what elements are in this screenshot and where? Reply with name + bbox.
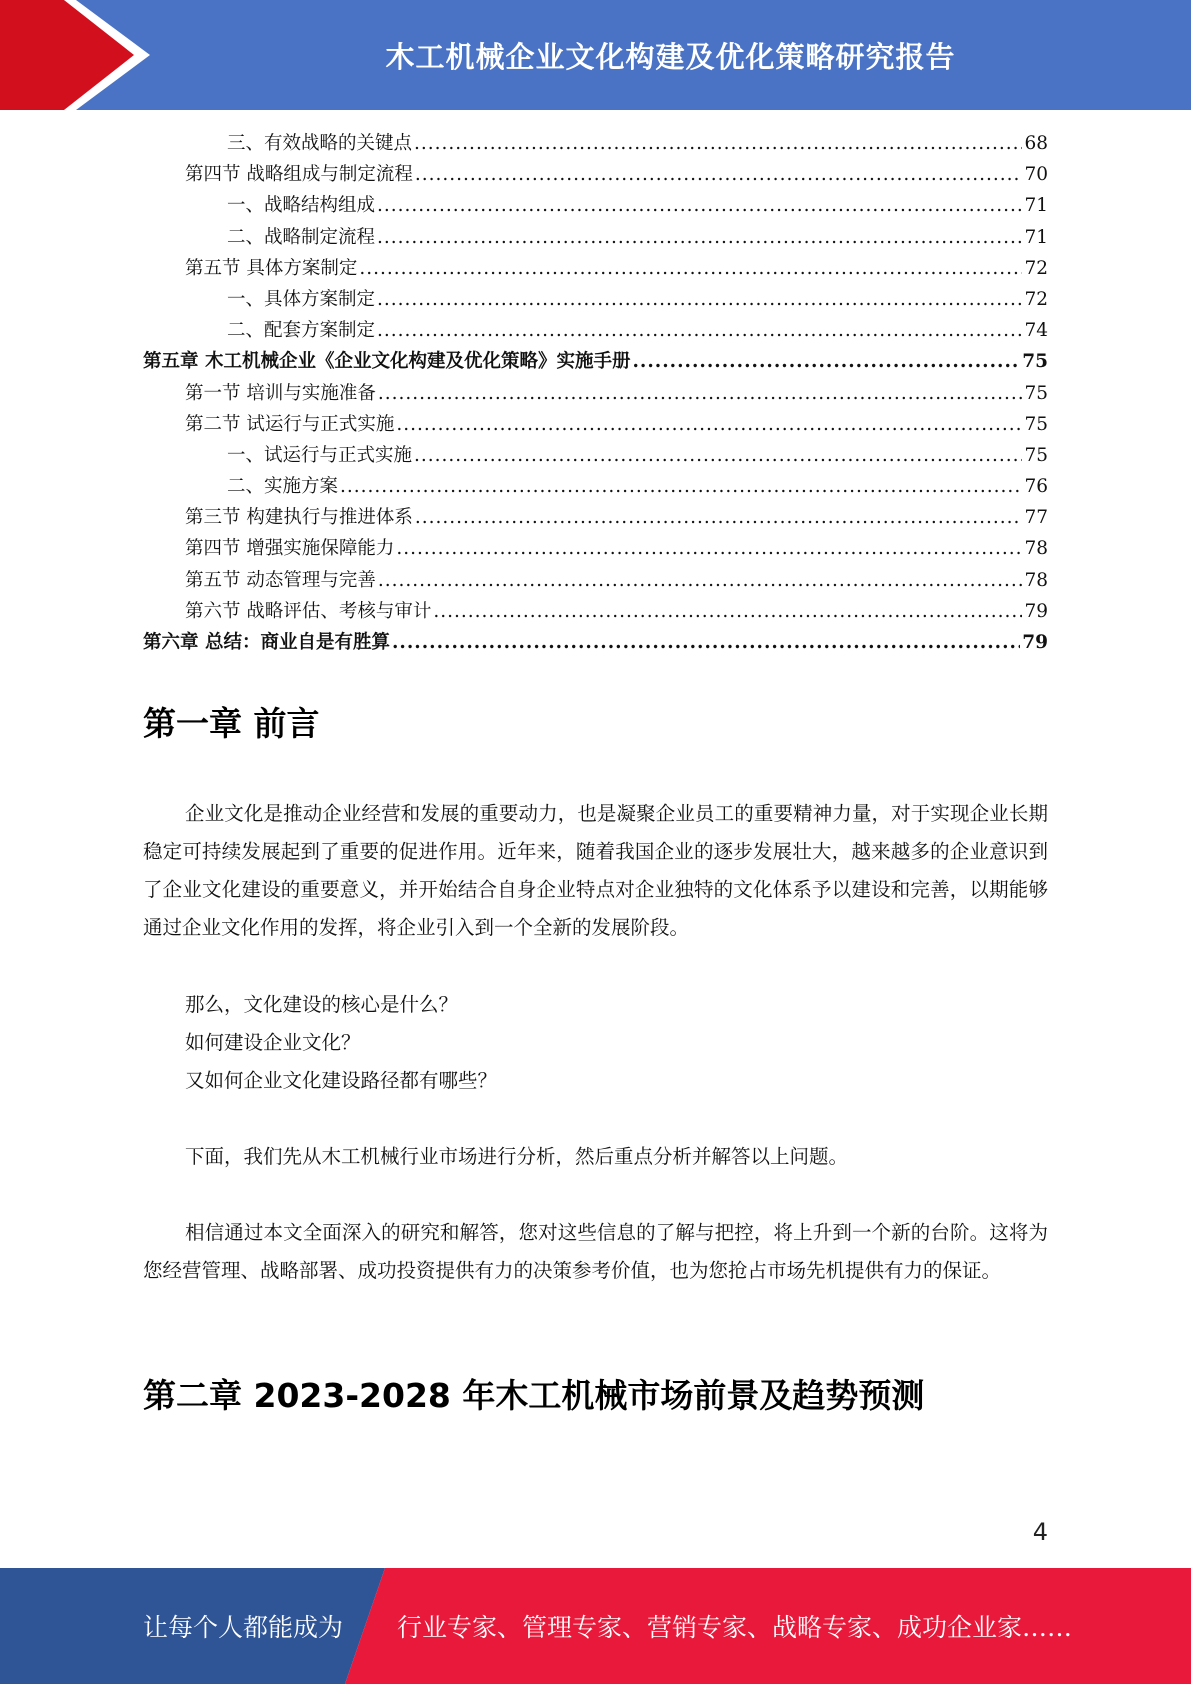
body-paragraph: 下面，我们先从木工机械行业市场进行分析，然后重点分析并解答以上问题。 (185, 1145, 849, 1168)
toc-entry[interactable] (143, 596, 1048, 627)
toc-dot-leader (377, 222, 1022, 253)
toc-entry[interactable] (143, 315, 1048, 346)
report-title: 木工机械企业文化构建及优化策略研究报告 (385, 39, 956, 74)
toc-dot-leader (396, 533, 1022, 564)
toc-entry-label: 第四节 战略组成与制定流程 (185, 164, 413, 186)
toc-entry-label: 二、配套方案制定 (227, 320, 376, 342)
toc-entry-label: 第六节 战略评估、考核与审计 (185, 600, 432, 622)
chapter-heading-market-outlook: 第二章 2023-2028 年木工机械市场前景及趋势预测 (143, 1376, 925, 1415)
toc-entry-label: 第三节 构建执行与推进体系 (185, 507, 413, 529)
toc-dot-leader (359, 253, 1022, 284)
toc-entry-page: 78 (1024, 538, 1048, 560)
toc-entry-label: 二、实施方案 (227, 476, 339, 498)
toc-entry-label: 一、试运行与正式实施 (227, 444, 413, 466)
question-line: 那么，文化建设的核心是什么？ (185, 993, 459, 1016)
toc-dot-leader (433, 596, 1022, 627)
toc-entry[interactable] (143, 409, 1048, 440)
toc-entry-label: 第五章 木工机械企业《企业文化构建及优化策略》实施手册 (143, 351, 631, 373)
toc-entry-label: 第四节 增强实施保障能力 (185, 538, 395, 560)
toc-entry[interactable] (143, 627, 1048, 658)
toc-entry-label: 一、具体方案制定 (227, 288, 376, 310)
toc-dot-leader (414, 128, 1022, 159)
toc-entry-page: 72 (1024, 288, 1048, 310)
footer-slogan-left: 让每个人都能成为 (143, 1613, 344, 1642)
footer-slogan-right: 行业专家、管理专家、营销专家、战略专家、成功企业家…… (397, 1613, 1073, 1642)
toc-entry[interactable] (143, 565, 1048, 596)
toc-entry-page: 79 (1022, 632, 1048, 653)
toc-entry-label: 第五节 动态管理与完善 (185, 569, 376, 591)
toc-dot-leader (392, 627, 1020, 658)
page-footer (0, 1568, 1191, 1684)
toc-entry[interactable] (143, 128, 1048, 159)
toc-entry-page: 75 (1024, 444, 1048, 466)
toc-entry[interactable] (143, 346, 1048, 377)
toc-entry-page: 77 (1024, 507, 1048, 529)
page-number: 4 (1032, 1518, 1048, 1546)
toc-entry-page: 70 (1024, 164, 1048, 186)
toc-entry-page: 75 (1024, 413, 1048, 435)
body-paragraph: 相信通过本文全面深入的研究和解答，您对这些信息的了解与把控，将上升到一个新的台阶。这将为您经营管理、战略部署、成功投资提供有力的决策参考价值，也为您抢占市场先机提供有力的保证。 (143, 1221, 1048, 1282)
toc-entry-label: 第五节 具体方案制定 (185, 257, 358, 279)
toc-dot-leader (377, 315, 1022, 346)
toc-entry[interactable] (143, 159, 1048, 190)
toc-entry-page: 79 (1024, 600, 1048, 622)
toc-entry[interactable] (143, 284, 1048, 315)
toc-entry-page: 76 (1024, 476, 1048, 498)
page-header (0, 0, 1191, 110)
toc-dot-leader (377, 190, 1022, 221)
toc-dot-leader (632, 346, 1020, 377)
toc-dot-leader (378, 565, 1023, 596)
toc-dot-leader (378, 378, 1023, 409)
toc-dot-leader (377, 284, 1022, 315)
question-line: 如何建设企业文化？ (185, 1031, 361, 1054)
toc-entry-label: 第二节 试运行与正式实施 (185, 413, 395, 435)
toc-entry-label: 一、战略结构组成 (227, 195, 376, 217)
red-chevron-decoration (0, 0, 160, 110)
toc-entry[interactable] (143, 378, 1048, 409)
toc-entry[interactable] (143, 190, 1048, 221)
toc-entry-page: 71 (1024, 226, 1048, 248)
toc-entry-page: 72 (1024, 257, 1048, 279)
toc-dot-leader (414, 440, 1022, 471)
chapter-heading-preface: 第一章 前言 (143, 704, 320, 743)
toc-entry-label: 二、战略制定流程 (227, 226, 376, 248)
toc-entry[interactable] (143, 502, 1048, 533)
toc-dot-leader (415, 159, 1023, 190)
body-paragraph: 企业文化是推动企业经营和发展的重要动力，也是凝聚企业员工的重要精神力量，对于实现企业长期稳定可持续发展起到了重要的促进作用。近年来，随着我国企业的逐步发展壮大，越来越多的企业意识到了企业文化建设的重要意义，并开始结合自身企业特点对企业独特的文化体系予以建设和完善，以期能够通过企业文化作用的发挥，将企业引入到一个全新的发展阶段。 (143, 802, 1048, 939)
toc-entry-page: 71 (1024, 195, 1048, 217)
toc-entry[interactable] (143, 471, 1048, 502)
toc-entry-label: 第六章 总结：商业自是有胜算 (143, 632, 390, 653)
toc-entry-page: 74 (1024, 320, 1048, 342)
toc-dot-leader (415, 502, 1023, 533)
toc-entry-page: 68 (1024, 133, 1048, 154)
question-line: 又如何企业文化建设路径都有哪些？ (185, 1069, 498, 1092)
toc-entry-label: 第一节 培训与实施准备 (185, 382, 376, 404)
toc-entry-label: 三、有效战略的关键点 (227, 133, 413, 154)
toc-entry-page: 75 (1022, 351, 1048, 373)
toc-entry-page: 75 (1024, 382, 1048, 404)
toc-dot-leader (340, 471, 1022, 502)
table-of-contents (143, 128, 1048, 658)
toc-dot-leader (396, 409, 1022, 440)
toc-entry[interactable] (143, 222, 1048, 253)
toc-entry[interactable] (143, 533, 1048, 564)
toc-entry[interactable] (143, 253, 1048, 284)
toc-entry-page: 78 (1024, 569, 1048, 591)
toc-entry[interactable] (143, 440, 1048, 471)
